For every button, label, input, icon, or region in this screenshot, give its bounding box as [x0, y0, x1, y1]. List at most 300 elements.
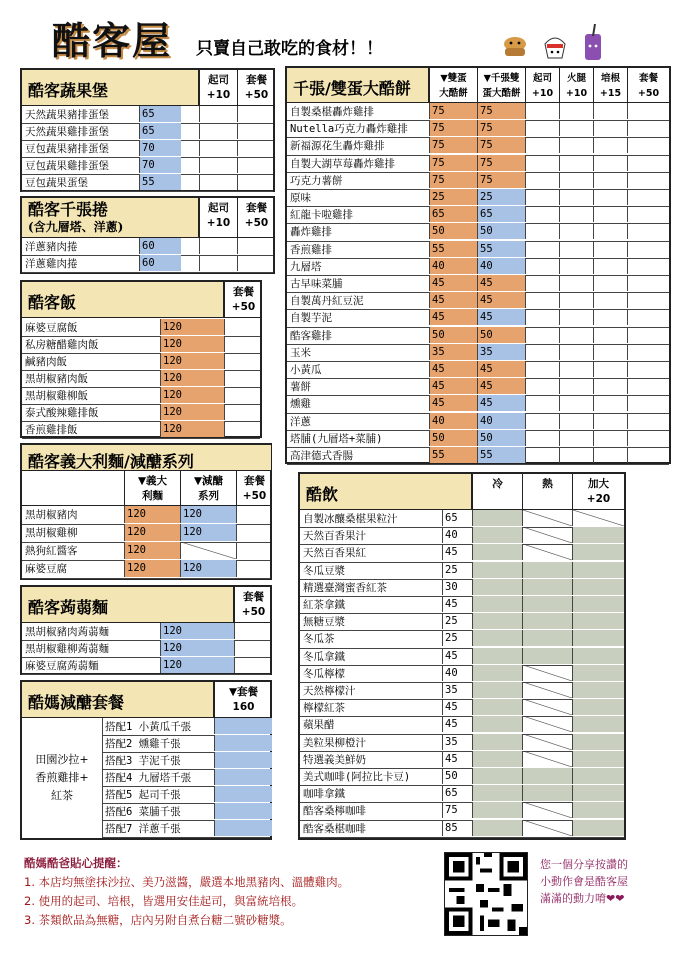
- double-egg-price: 75: [429, 103, 477, 119]
- cold-cell: [472, 613, 522, 629]
- item-name: 麻婆豆腐蒟蒻麵: [25, 660, 99, 672]
- pancake-section: [285, 66, 671, 464]
- item-name: 高津德式香腸: [290, 450, 353, 462]
- cheese-cell: [199, 140, 237, 156]
- menu-row: [287, 258, 669, 276]
- hot-cell: [522, 682, 572, 698]
- hot-cell: [522, 510, 572, 526]
- combo-name: 搭配4 九層塔千張: [105, 772, 192, 784]
- menu-row: [22, 106, 273, 124]
- col-cold: 冷: [472, 474, 522, 510]
- item-name: 鹹豬肉飯: [25, 356, 67, 368]
- qianzhang-price: 45: [477, 309, 525, 325]
- drink-price: 25: [442, 630, 472, 646]
- set-cell: [224, 319, 262, 335]
- col-set: 套餐 +50: [224, 282, 262, 318]
- addon-cell: [627, 172, 669, 188]
- menu-row: [300, 630, 624, 648]
- item-name: 燻雞: [290, 398, 311, 411]
- menu-row: [287, 292, 669, 310]
- drink-price: 25: [442, 562, 472, 578]
- addon-cell: [559, 103, 593, 119]
- item-name: 豆包蔬果雞排蛋堡: [25, 160, 109, 172]
- qianzhang-price: 75: [477, 103, 525, 119]
- drink-name: 無糖豆漿: [303, 616, 345, 629]
- combo-name: 搭配3 芋泥千張: [105, 755, 181, 767]
- section-title: 酷客飯: [22, 282, 224, 318]
- item-name: 薯餅: [290, 381, 311, 394]
- menu-row: [300, 579, 624, 597]
- drink-price: 45: [442, 699, 472, 715]
- drink-name: 紅茶拿鐵: [303, 599, 345, 611]
- menu-row: [287, 309, 669, 327]
- double-egg-price: 45: [429, 275, 477, 291]
- menu-row: [22, 560, 270, 579]
- double-egg-price: 50: [429, 430, 477, 446]
- addon-cell: [559, 413, 593, 429]
- section-title: 酷飲: [300, 474, 472, 510]
- cold-cell: [472, 648, 522, 664]
- qianzhang-price: 40: [477, 258, 525, 274]
- set-cell: [224, 404, 262, 420]
- menu-row: [300, 699, 624, 717]
- large-cell: [572, 510, 624, 526]
- item-name: 香煎雞排: [290, 243, 332, 256]
- drink-price: 45: [442, 716, 472, 732]
- addon-cell: [627, 413, 669, 429]
- addon-cell: [627, 275, 669, 291]
- addon-cell: [627, 447, 669, 463]
- large-cell: [572, 562, 624, 578]
- menu-row: [287, 137, 669, 155]
- menu-row: [102, 803, 270, 821]
- addon-cell: [593, 361, 627, 377]
- menu-row: [22, 370, 260, 388]
- item-name: 新福源花生轟炸雞排: [290, 140, 385, 153]
- large-cell: [572, 785, 624, 801]
- addon-cell: [627, 103, 669, 119]
- addon-cell: [627, 344, 669, 360]
- set-cell: [214, 769, 272, 785]
- menu-row: [22, 353, 260, 371]
- cold-cell: [472, 630, 522, 646]
- lowcarb-price: 120: [180, 524, 236, 541]
- addon-cell: [559, 172, 593, 188]
- set-cell: [236, 506, 272, 523]
- note-line: 您一個分享按讚的: [540, 858, 628, 871]
- tip-1: 1. 本店均無塗抹沙拉、美乃滋醬，嚴選本地黑豬肉、溫體雞肉。: [24, 875, 350, 889]
- col-set: 套餐 +50: [237, 70, 275, 106]
- mom-side: 田園沙拉+ 香煎雞排+ 紅茶: [22, 718, 103, 838]
- addon-cell: [593, 430, 627, 446]
- item-price: 120: [160, 387, 224, 403]
- drink-name: 精選臺灣蜜香紅茶: [303, 581, 387, 594]
- addon-cell: [559, 258, 593, 274]
- drink-mascot-icon: [580, 22, 606, 62]
- item-name: Nutella巧克力轟炸雞排: [290, 123, 408, 136]
- cold-cell: [472, 510, 522, 526]
- menu-row: [22, 542, 270, 561]
- pasta-price: 120: [124, 560, 180, 577]
- cheese-cell: [199, 238, 237, 254]
- cold-cell: [472, 527, 522, 543]
- qianzhang-price: 45: [477, 292, 525, 308]
- addon-cell: [593, 378, 627, 394]
- pancake-col: ▼雙蛋 大酷餅: [429, 68, 477, 103]
- item-name: 小黃瓜: [290, 364, 322, 376]
- menu-row: [300, 596, 624, 614]
- menu-row: [102, 735, 270, 753]
- combo-name: 搭配6 菜脯千張: [105, 806, 181, 818]
- addon-cell: [525, 189, 559, 205]
- menu-row: [287, 241, 669, 259]
- addon-cell: [559, 378, 593, 394]
- double-egg-price: 45: [429, 361, 477, 377]
- large-cell: [572, 579, 624, 595]
- item-price: 120: [160, 623, 234, 639]
- drink-name: 天然檸檬汁: [303, 685, 356, 697]
- roll-subtitle: (含九層塔、洋蔥): [28, 220, 124, 234]
- set-cell: [237, 140, 275, 156]
- pasta-price: 120: [124, 524, 180, 541]
- combo-name: 搭配2 燻雞千張: [105, 738, 181, 750]
- section-title: 千張/雙蛋大酷餅: [287, 68, 429, 103]
- pancake-col: 套餐 +50: [627, 68, 669, 103]
- drink-name: 自製冰釀桑椹果粒汁: [303, 513, 398, 525]
- qianzhang-price: 65: [477, 206, 525, 222]
- item-name: 自製桑椹轟炸雞排: [290, 106, 374, 118]
- double-egg-price: 35: [429, 344, 477, 360]
- large-cell: [572, 699, 624, 715]
- rice-section: [20, 280, 262, 438]
- section-title: 酷媽減醣套餐: [22, 682, 214, 718]
- large-cell: [572, 802, 624, 818]
- addon-cell: [559, 189, 593, 205]
- hot-cell: [522, 648, 572, 664]
- addon-cell: [525, 172, 559, 188]
- section-title: [22, 198, 199, 238]
- drink-price: 85: [442, 820, 472, 836]
- addon-cell: [627, 241, 669, 257]
- addon-cell: [525, 292, 559, 308]
- item-name: 自製芋泥: [290, 312, 332, 325]
- menu-row: [300, 802, 624, 820]
- pancake-col: ▼千張雙 蛋大酷餅: [477, 68, 525, 103]
- share-note: [540, 856, 628, 907]
- addon-cell: [525, 327, 559, 343]
- drink-name: 天然百香果紅: [303, 547, 366, 560]
- large-cell: [572, 613, 624, 629]
- menu-row: [300, 751, 624, 769]
- addon-cell: [627, 189, 669, 205]
- item-name: 天然蔬果豬排蛋堡: [25, 109, 109, 121]
- double-egg-price: 50: [429, 223, 477, 239]
- col-name: [22, 471, 124, 506]
- addon-cell: [525, 447, 559, 463]
- double-egg-price: 75: [429, 172, 477, 188]
- drink-name: 咖啡拿鐵: [303, 788, 345, 801]
- double-egg-price: 65: [429, 206, 477, 222]
- qianzhang-price: 50: [477, 327, 525, 343]
- col-set: ▼套餐 160: [214, 682, 272, 718]
- double-egg-price: 55: [429, 241, 477, 257]
- tip-2: 2. 使用的起司、培根，皆選用安佳起司，與富統培根。: [24, 894, 304, 908]
- menu-row: [102, 769, 270, 787]
- qianzhang-price: 50: [477, 430, 525, 446]
- qr-code-icon[interactable]: [444, 852, 528, 936]
- item-name: 紅龍卡啦雞排: [290, 209, 353, 222]
- double-egg-price: 75: [429, 120, 477, 136]
- item-name: 黑胡椒豬肉: [25, 509, 78, 521]
- set-cell: [237, 174, 275, 190]
- drink-price: 35: [442, 734, 472, 750]
- set-cell: [214, 820, 272, 836]
- double-egg-price: 25: [429, 189, 477, 205]
- addon-cell: [559, 206, 593, 222]
- hot-cell: [522, 630, 572, 646]
- addon-cell: [525, 120, 559, 136]
- cold-cell: [472, 665, 522, 681]
- item-price: 70: [139, 140, 181, 156]
- drink-price: 45: [442, 648, 472, 664]
- item-name: 洋蔥豬肉捲: [25, 241, 78, 253]
- burger-mascot-icon: [502, 22, 528, 62]
- item-name: 豆包蔬果豬排蛋堡: [25, 143, 109, 155]
- drink-price: 75: [442, 802, 472, 818]
- menu-row: [287, 395, 669, 413]
- set-cell: [214, 803, 272, 819]
- menu-row: [22, 623, 270, 641]
- item-name: 自製萬丹紅豆泥: [290, 295, 364, 308]
- drink-price: 40: [442, 665, 472, 681]
- large-cell: [572, 682, 624, 698]
- addon-cell: [593, 172, 627, 188]
- item-name: 黑胡椒雞柳飯: [25, 390, 88, 402]
- addon-cell: [593, 447, 627, 463]
- menu-row: [22, 123, 273, 141]
- double-egg-price: 75: [429, 137, 477, 153]
- addon-cell: [559, 447, 593, 463]
- double-egg-price: 45: [429, 292, 477, 308]
- set-cell: [224, 353, 262, 369]
- set-cell: [214, 735, 272, 751]
- set-cell: [224, 336, 262, 352]
- cold-cell: [472, 699, 522, 715]
- menu-row: [300, 544, 624, 562]
- drink-price: 45: [442, 544, 472, 560]
- addon-cell: [593, 309, 627, 325]
- note-line: 滿滿的動力唷❤❤: [540, 892, 625, 905]
- addon-cell: [593, 241, 627, 257]
- large-cell: [572, 665, 624, 681]
- addon-cell: [593, 344, 627, 360]
- qianzhang-price: 45: [477, 395, 525, 411]
- double-egg-price: 40: [429, 258, 477, 274]
- addon-cell: [559, 292, 593, 308]
- pasta-price: 120: [124, 506, 180, 523]
- addon-cell: [627, 223, 669, 239]
- cold-cell: [472, 562, 522, 578]
- cheese-cell: [199, 174, 237, 190]
- hot-cell: [522, 820, 572, 836]
- double-egg-price: 45: [429, 309, 477, 325]
- item-name: 巧克力薯餅: [290, 174, 343, 187]
- pancake-col: 起司 +10: [525, 68, 559, 103]
- qianzhang-price: 55: [477, 447, 525, 463]
- addon-cell: [627, 206, 669, 222]
- double-egg-price: 55: [429, 447, 477, 463]
- col-large: 加大 +20: [572, 474, 624, 510]
- cold-cell: [472, 596, 522, 612]
- qianzhang-price: 45: [477, 275, 525, 291]
- addon-cell: [559, 223, 593, 239]
- addon-cell: [525, 430, 559, 446]
- drink-price: 65: [442, 785, 472, 801]
- item-name: 洋蔥: [290, 415, 311, 428]
- hot-cell: [522, 665, 572, 681]
- set-cell: [224, 421, 262, 437]
- item-price: 120: [160, 657, 234, 673]
- addon-cell: [627, 292, 669, 308]
- menu-row: [300, 820, 624, 838]
- addon-cell: [593, 292, 627, 308]
- qianzhang-price: 75: [477, 120, 525, 136]
- large-cell: [572, 820, 624, 836]
- drink-name: 酷客桑椹咖啡: [303, 822, 366, 835]
- menu-row: [287, 103, 669, 121]
- item-name: 麻婆豆腐: [25, 563, 67, 575]
- addon-cell: [593, 413, 627, 429]
- addon-cell: [525, 206, 559, 222]
- item-name: 酷客雞排: [290, 329, 332, 342]
- col-lowcarb: ▼減醣 系列: [180, 471, 236, 506]
- cold-cell: [472, 768, 522, 784]
- addon-cell: [559, 120, 593, 136]
- addon-cell: [525, 155, 559, 171]
- item-name: 黑胡椒雞柳: [25, 527, 78, 539]
- pasta-price: 120: [124, 542, 180, 559]
- menu-row: [300, 613, 624, 631]
- addon-cell: [593, 275, 627, 291]
- item-price: 120: [160, 353, 224, 369]
- drink-name: 美粒果柳橙汁: [303, 736, 366, 749]
- hot-cell: [522, 785, 572, 801]
- addon-cell: [627, 137, 669, 153]
- addon-cell: [559, 309, 593, 325]
- double-egg-price: 40: [429, 413, 477, 429]
- item-name: 泰式酸辣雞排飯: [25, 407, 99, 419]
- qianzhang-price: 25: [477, 189, 525, 205]
- addon-cell: [627, 395, 669, 411]
- addon-cell: [627, 309, 669, 325]
- menu-row: [300, 527, 624, 545]
- item-name: 黑胡椒雞柳蒟蒻麵: [25, 643, 109, 655]
- addon-cell: [559, 344, 593, 360]
- drink-price: 35: [442, 682, 472, 698]
- addon-cell: [559, 241, 593, 257]
- menu-row: [22, 336, 260, 354]
- menu-row: [300, 785, 624, 803]
- addon-cell: [525, 309, 559, 325]
- set-cell: [236, 542, 272, 559]
- hot-cell: [522, 596, 572, 612]
- item-name: 豆包蔬果蛋堡: [25, 177, 88, 189]
- addon-cell: [627, 378, 669, 394]
- hot-cell: [522, 768, 572, 784]
- menu-row: [287, 413, 669, 431]
- menu-row: [300, 562, 624, 580]
- addon-cell: [593, 155, 627, 171]
- large-cell: [572, 734, 624, 750]
- set-cell: [234, 623, 272, 639]
- burger-section: [20, 68, 275, 192]
- drinks-section: [298, 472, 626, 840]
- item-price: 120: [160, 319, 224, 335]
- cold-cell: [472, 579, 522, 595]
- addon-cell: [559, 275, 593, 291]
- menu-row: [22, 157, 273, 175]
- menu-row: [287, 378, 669, 396]
- menu-row: [300, 682, 624, 700]
- set-cell: [237, 255, 275, 271]
- item-name: 天然蔬果雞排蛋堡: [25, 126, 109, 138]
- addon-cell: [525, 395, 559, 411]
- menu-row: [287, 361, 669, 379]
- set-cell: [236, 524, 272, 541]
- menu-row: [287, 344, 669, 362]
- item-price: 120: [160, 336, 224, 352]
- note-line: 小動作會是酷客屋: [540, 875, 628, 888]
- hot-cell: [522, 734, 572, 750]
- lowcarb-price: 120: [180, 506, 236, 523]
- set-cell: [236, 560, 272, 577]
- section-title: 酷客義大利麵/減醣系列: [22, 445, 272, 471]
- qianzhang-price: 75: [477, 172, 525, 188]
- hot-cell: [522, 579, 572, 595]
- section-title: 酷客蒟蒻麵: [22, 587, 234, 623]
- cold-cell: [472, 785, 522, 801]
- drink-price: 40: [442, 527, 472, 543]
- double-egg-price: 45: [429, 378, 477, 394]
- drink-name: 蘋果醋: [303, 719, 335, 732]
- set-cell: [237, 238, 275, 254]
- addon-cell: [593, 189, 627, 205]
- menu-row: [300, 768, 624, 786]
- menu-row: [22, 319, 260, 337]
- addon-cell: [627, 361, 669, 377]
- addon-cell: [593, 327, 627, 343]
- menu-row: [102, 718, 270, 736]
- store-logo: 酷客屋: [52, 18, 173, 63]
- col-cheese: 起司 +10: [199, 198, 237, 238]
- col-set: 套餐 +50: [236, 471, 272, 506]
- large-cell: [572, 716, 624, 732]
- item-price: 65: [139, 106, 181, 122]
- addon-cell: [627, 155, 669, 171]
- large-cell: [572, 527, 624, 543]
- menu-row: [22, 140, 273, 158]
- menu-row: [22, 387, 260, 405]
- item-name: 熱狗紅醬客: [25, 545, 78, 557]
- cold-cell: [472, 751, 522, 767]
- menu-row: [287, 206, 669, 224]
- hot-cell: [522, 802, 572, 818]
- col-cheese: 起司 +10: [199, 70, 237, 106]
- large-cell: [572, 768, 624, 784]
- item-price: 60: [139, 255, 181, 271]
- large-cell: [572, 596, 624, 612]
- set-cell: [214, 752, 272, 768]
